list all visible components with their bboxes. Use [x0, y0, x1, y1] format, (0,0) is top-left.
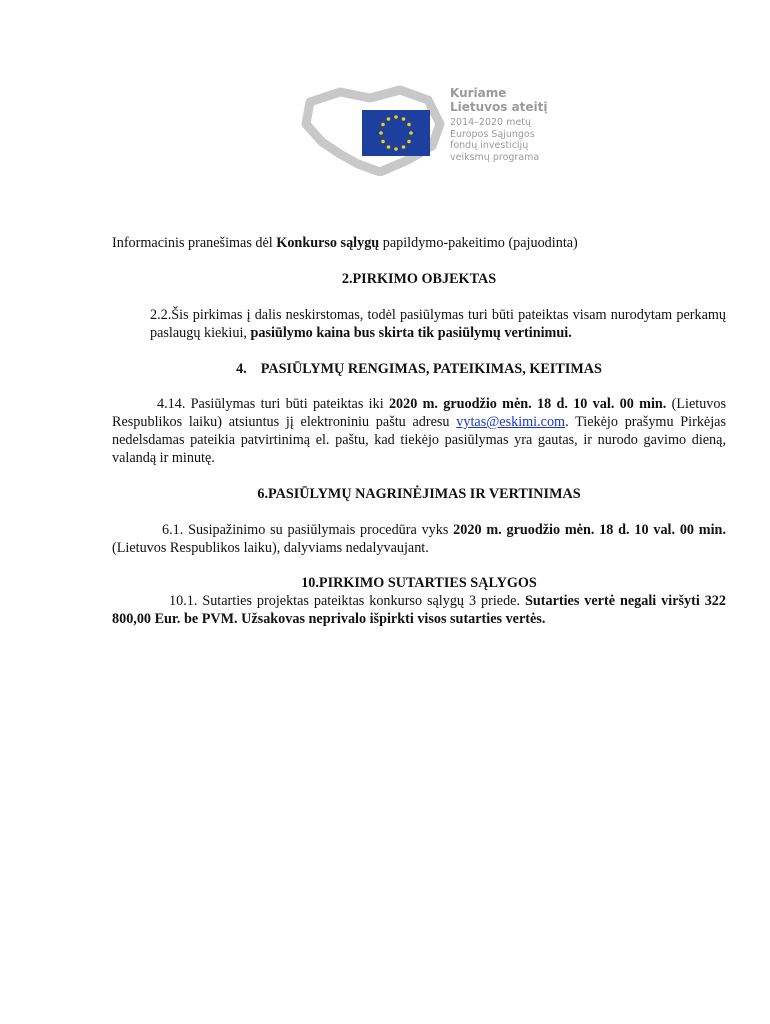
section-10-heading: 10.PIRKIMO SUTARTIES SĄLYGOS	[301, 575, 537, 591]
section-4-title: PASIŪLYMŲ RENGIMAS, PATEIKIMAS, KEITIMAS	[260, 361, 602, 377]
email-link[interactable]: vytas@eskimi.com	[456, 414, 566, 430]
section-6-text-2: (Lietuvos Respublikos laiku), dalyviams nedalyvaujant.	[112, 540, 429, 556]
section-6-date: 2020 m. gruodžio mėn. 18 d. 10 val. 00 min.	[453, 522, 726, 538]
section-4-text-2: (Lietuvos Respublikos laiku) atsiuntus jį elektroniniu paštu adresu	[112, 396, 727, 430]
section-4-text-1: 4.14. Pasiūlymas turi būti pateiktas iki	[157, 396, 389, 412]
section-4-deadline: 2020 m. gruodžio mėn. 18 d. 10 val. 00 min.	[388, 396, 667, 412]
logo-line-3: 2014–2020 metų	[450, 117, 531, 128]
logo-line-4: Europos Sąjungos	[450, 128, 535, 140]
section-2-heading: 2.PIRKIMO OBJEKTAS	[341, 271, 497, 287]
intro-paragraph	[112, 234, 726, 252]
section-6-paragraph	[112, 521, 726, 557]
intro-bold: Konkurso sąlygų	[276, 235, 380, 251]
section-4-number: 4.	[236, 361, 247, 377]
section-2-text: 2.2.Šis pirkimas į dalis neskirstomas, todėl pasiūlymas turi būti pateiktas visam nurodytam perkamų paslaugų kiekiui,	[150, 307, 726, 341]
intro-text: Informacinis pranešimas dėl	[112, 235, 277, 251]
section-6-heading: 6.PASIŪLYMŲ NAGRINĖJIMAS IR VERTINIMAS	[257, 486, 581, 502]
section-2-paragraph	[150, 306, 726, 342]
logo-line-5: fondų investicijų	[450, 140, 529, 151]
section-10-bold: Sutarties vertė negali viršyti 322 800,00 Eur. be PVM. Užsakovas neprivalo išpirkti visos sutarties vertės.	[112, 593, 726, 627]
section-6-text-1: 6.1. Susipažinimo su pasiūlymais procedūra vyks	[162, 522, 454, 538]
intro-text-end: papildymo-pakeitimo (pajuodinta)	[379, 235, 578, 251]
section-10-text-1: 10.1. Sutarties projektas pateiktas konkurso sąlygų 3 priede.	[169, 593, 525, 609]
section-4-paragraph	[112, 395, 726, 467]
logo-line-1: Kuriame	[450, 86, 507, 100]
eu-funds-logo	[300, 84, 550, 176]
logo-line-6: veiksmų programa	[450, 151, 540, 163]
section-10-paragraph	[112, 592, 726, 628]
lithuania-map-eu-flag-icon	[300, 84, 450, 176]
logo-text	[450, 86, 548, 163]
section-4-text-3: . Tiekėjo prašymu Pirkėjas nedelsdamas pateikia patvirtinimą el. paštu, kad tiekėjo pasiūlymas yra gautas, ir nurodo gavimo dieną, valandą ir minutę.	[112, 414, 726, 466]
logo-line-2: Lietuvos ateitį	[450, 100, 548, 114]
section-2-bold: pasiūlymo kaina bus skirta tik pasiūlymų vertinimui.	[250, 325, 572, 341]
section-4-heading	[112, 360, 726, 378]
